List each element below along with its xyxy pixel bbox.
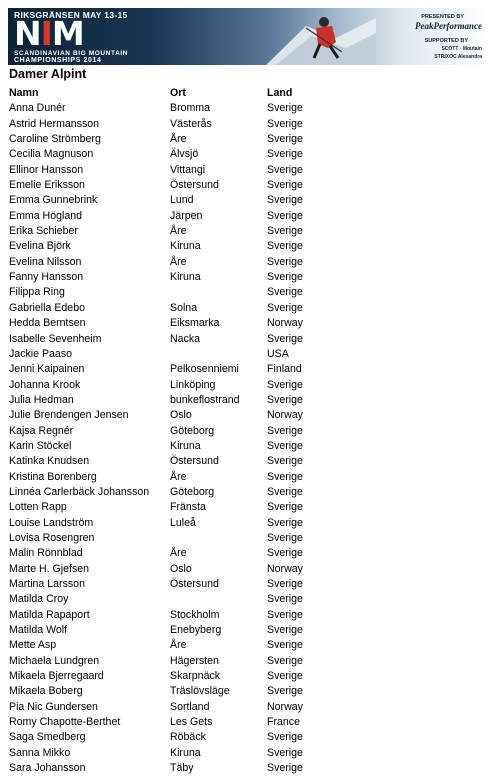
country-cell: Sverige xyxy=(267,271,303,284)
name-cell: Astrid Hermansson xyxy=(9,117,100,130)
table-row xyxy=(9,531,489,546)
city-cell: Eiksmarka xyxy=(170,317,220,330)
table-row xyxy=(9,132,489,147)
name-cell: Saga Smedberg xyxy=(9,731,86,744)
table-row xyxy=(9,669,489,684)
column-header-country: Land xyxy=(267,87,293,99)
country-cell: Norway xyxy=(267,409,303,422)
banner-subtitle-1: SCANDINAVIAN BIG MOUNTAIN xyxy=(14,50,129,57)
city-cell: Älvsjö xyxy=(170,148,199,161)
city-cell: Enebyberg xyxy=(170,624,222,637)
table-row xyxy=(9,163,489,178)
country-cell: Sverige xyxy=(267,485,303,498)
name-cell: Michaela Lundgren xyxy=(9,654,100,667)
city-cell: Solna xyxy=(170,301,198,314)
logo-letter-n: N xyxy=(14,14,41,53)
name-cell: Romy Chapotte-Berthet xyxy=(9,716,121,729)
name-cell: Malin Rönnblad xyxy=(9,547,83,560)
city-cell: Åre xyxy=(170,225,187,238)
page-title: Damer Alpint xyxy=(9,67,87,81)
city-cell: Åre xyxy=(170,255,187,268)
name-cell: Kajsa Regnér xyxy=(9,424,74,437)
city-cell: Västerås xyxy=(170,117,212,130)
table-row xyxy=(9,684,489,699)
country-cell: Sverige xyxy=(267,240,303,253)
name-cell: Caroline Strömberg xyxy=(9,133,101,146)
city-cell: bunkeflostrand xyxy=(170,393,240,406)
table-row xyxy=(9,147,489,162)
table-row xyxy=(9,761,489,776)
name-cell: Emma Högland xyxy=(9,209,83,222)
name-cell: Emma Gunnebrink xyxy=(9,194,98,207)
table-row xyxy=(9,378,489,393)
name-cell: Cecilia Magnuson xyxy=(9,148,94,161)
name-cell: Evelina Björk xyxy=(9,240,71,253)
country-cell: Sverige xyxy=(267,209,303,222)
country-cell: Sverige xyxy=(267,424,303,437)
table-row xyxy=(9,485,489,500)
country-cell: Sverige xyxy=(267,608,303,621)
table-row xyxy=(9,193,489,208)
table-row xyxy=(9,730,489,745)
table-row xyxy=(9,393,489,408)
name-cell: Mikaela Bjerregaard xyxy=(9,670,104,683)
table-row xyxy=(9,101,489,116)
table-header xyxy=(9,86,489,101)
table-row xyxy=(9,224,489,239)
table-row xyxy=(9,516,489,531)
table-row xyxy=(9,209,489,224)
city-cell: Nacka xyxy=(170,332,201,345)
country-cell: Sverige xyxy=(267,332,303,345)
banner-topline: RIKSGRÄNSEN MAY 13-15 xyxy=(14,10,128,20)
country-cell: France xyxy=(267,716,300,729)
column-header-city: Ort xyxy=(170,87,186,99)
city-cell: Les Gets xyxy=(170,716,213,729)
country-cell: Sverige xyxy=(267,255,303,268)
city-cell: Östersund xyxy=(170,455,219,468)
name-cell: Sara Johansson xyxy=(9,762,86,775)
table-row xyxy=(9,270,489,285)
city-cell: Sortland xyxy=(170,700,210,713)
city-cell: Åre xyxy=(170,133,187,146)
name-cell: Fanny Hansson xyxy=(9,271,84,284)
table-row xyxy=(9,347,489,362)
country-cell: Sverige xyxy=(267,762,303,775)
country-cell: Sverige xyxy=(267,117,303,130)
country-cell: Sverige xyxy=(267,685,303,698)
name-cell: Mette Asp xyxy=(9,639,57,652)
name-cell: Filippa Ring xyxy=(9,286,65,299)
country-cell: Sverige xyxy=(267,286,303,299)
country-cell: Sverige xyxy=(267,501,303,514)
city-cell: Fränsta xyxy=(170,501,206,514)
table-row xyxy=(9,638,489,653)
name-cell: Matilda Rapaport xyxy=(9,608,90,621)
country-cell: Sverige xyxy=(267,194,303,207)
name-cell: Martina Larsson xyxy=(9,578,85,590)
country-cell: Sverige xyxy=(267,148,303,161)
table-row xyxy=(9,546,489,561)
country-cell: Sverige xyxy=(267,225,303,238)
logo-letter-i: I xyxy=(40,14,52,53)
table-row xyxy=(9,654,489,669)
banner-subtitle-2: CHAMPIONSHIPS 2014 xyxy=(14,57,102,64)
name-cell: Jenni Kaipainen xyxy=(9,363,85,376)
table-row xyxy=(9,500,489,515)
name-cell: Evelina Nilsson xyxy=(9,255,82,268)
name-cell: Jackie Paaso xyxy=(9,347,73,360)
city-cell: Göteborg xyxy=(170,485,215,498)
city-cell: Göteborg xyxy=(170,424,215,437)
table-row xyxy=(9,117,489,132)
country-cell: Sverige xyxy=(267,378,303,391)
table-row xyxy=(9,715,489,730)
name-cell: Sanna Mikko xyxy=(9,746,71,759)
table-row xyxy=(9,592,489,607)
country-cell: Sverige xyxy=(267,547,303,560)
country-cell: Sverige xyxy=(267,439,303,452)
table-row xyxy=(9,301,489,316)
country-cell: Sverige xyxy=(267,670,303,683)
table-row xyxy=(9,470,489,485)
country-cell: Sverige xyxy=(267,163,303,176)
city-cell: Kiruna xyxy=(170,271,201,284)
country-cell: Sverige xyxy=(267,639,303,652)
table-row xyxy=(9,239,489,254)
name-cell: Linnéa Carlerbäck Johansson xyxy=(9,485,150,498)
table-row xyxy=(9,332,489,347)
country-cell: Sverige xyxy=(267,301,303,314)
name-cell: Katinka Knudsen xyxy=(9,455,90,468)
city-cell: Järpen xyxy=(170,209,203,222)
city-cell: Vittangi xyxy=(170,163,206,176)
name-cell: Erika Schieber xyxy=(9,225,78,238)
table-row xyxy=(9,562,489,577)
country-cell: Sverige xyxy=(267,746,303,759)
logo-letter-m: M xyxy=(51,14,84,53)
name-cell: Emelie Eriksson xyxy=(9,179,85,192)
city-cell: Åre xyxy=(170,547,187,560)
table-row xyxy=(9,408,489,423)
table-row xyxy=(9,623,489,638)
supported-by-label: SUPPORTED BY xyxy=(424,38,468,44)
country-cell: Sverige xyxy=(267,516,303,529)
name-cell: Julia Hedman xyxy=(9,393,74,406)
name-cell: Lovisa Rosengren xyxy=(9,531,95,544)
name-cell: Isabelle Sevenheim xyxy=(9,332,102,345)
country-cell: Sverige xyxy=(267,578,303,590)
event-banner xyxy=(8,8,488,65)
city-cell: Linköping xyxy=(170,378,216,391)
name-cell: Johanna Krook xyxy=(9,378,81,391)
table-row xyxy=(9,285,489,300)
table-row xyxy=(9,255,489,270)
country-cell: Sverige xyxy=(267,179,303,192)
city-cell: Pelkosenniemi xyxy=(170,363,239,376)
name-cell: Pia Nic Gundersen xyxy=(9,700,98,713)
column-header-name: Namn xyxy=(9,87,39,99)
name-cell: Matilda Croy xyxy=(9,593,69,606)
country-cell: Sverige xyxy=(267,102,303,115)
city-cell: Täby xyxy=(170,762,194,775)
name-cell: Marte H. Gjefsen xyxy=(9,562,90,575)
country-cell: Sverige xyxy=(267,624,303,637)
table-row xyxy=(9,178,489,193)
country-cell: Sverige xyxy=(267,731,303,744)
country-cell: Sverige xyxy=(267,654,303,667)
name-cell: Karin Stöckel xyxy=(9,439,72,452)
country-cell: Sverige xyxy=(267,470,303,483)
city-cell: Kiruna xyxy=(170,746,201,759)
country-cell: Norway xyxy=(267,700,303,713)
country-cell: Norway xyxy=(267,317,303,330)
table-row xyxy=(9,439,489,454)
city-cell: Åre xyxy=(170,470,187,483)
city-cell: Skarpnäck xyxy=(170,670,221,683)
city-cell: Östersund xyxy=(170,179,219,192)
table-row xyxy=(9,454,489,469)
city-cell: Stockholm xyxy=(170,608,220,621)
table-row xyxy=(9,746,489,761)
name-cell: Louise Landström xyxy=(9,516,94,529)
table-row xyxy=(9,700,489,715)
country-cell: Sverige xyxy=(267,531,303,544)
country-cell: Finland xyxy=(267,363,302,376)
presenter-logo: PeakPerformance xyxy=(415,21,482,31)
country-cell: Sverige xyxy=(267,133,303,146)
city-cell: Åre xyxy=(170,639,187,652)
name-cell: Hedda Berntsen xyxy=(9,317,86,330)
name-cell: Anna Dunér xyxy=(9,102,66,115)
table-row xyxy=(9,424,489,439)
country-cell: Sverige xyxy=(267,455,303,468)
table-row xyxy=(9,608,489,623)
name-cell: Lotten Rapp xyxy=(9,501,67,514)
city-cell: Kiruna xyxy=(170,439,201,452)
city-cell: Kiruna xyxy=(170,240,201,253)
name-cell: Julie Brendengen Jensen xyxy=(9,409,129,422)
name-cell: Kristina Borenberg xyxy=(9,470,97,483)
table-row xyxy=(9,577,489,592)
sponsor-logos: SCOTT · Moutain STRIXOC Alexandra xyxy=(434,46,482,60)
name-cell: Ellinor Hansson xyxy=(9,163,84,176)
city-cell: Östersund xyxy=(170,578,219,590)
country-cell: Sverige xyxy=(267,393,303,406)
name-cell: Mikaela Boberg xyxy=(9,685,83,698)
name-cell: Matilda Wolf xyxy=(9,624,68,637)
country-cell: Norway xyxy=(267,562,303,575)
presented-by-label: PRESENTED BY xyxy=(421,14,464,20)
city-cell: Hägersten xyxy=(170,654,219,667)
city-cell: Luleå xyxy=(170,516,196,529)
country-cell: Sverige xyxy=(267,593,303,606)
city-cell: Träslövsläge xyxy=(170,685,230,698)
city-cell: Oslo xyxy=(170,562,192,575)
city-cell: Röbäck xyxy=(170,731,206,744)
city-cell: Lund xyxy=(170,194,194,207)
table-row xyxy=(9,316,489,331)
table-row xyxy=(9,362,489,377)
name-cell: Gabriella Edebo xyxy=(9,301,85,314)
participant-table xyxy=(9,86,489,776)
city-cell: Bromma xyxy=(170,102,211,115)
city-cell: Oslo xyxy=(170,409,192,422)
skier-photo xyxy=(266,8,376,65)
event-logo xyxy=(14,14,84,53)
country-cell: USA xyxy=(267,347,289,360)
